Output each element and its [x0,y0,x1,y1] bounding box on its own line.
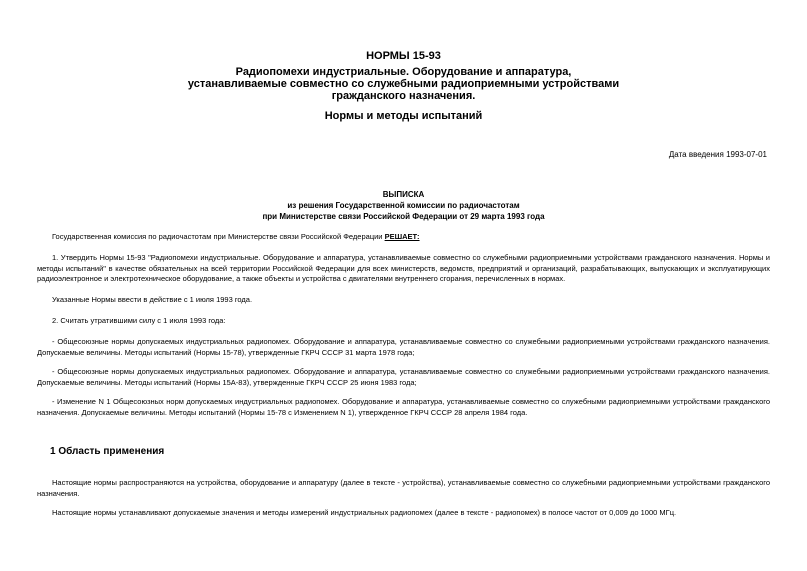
extract-line-2: при Министерстве связи Российской Федерации от 29 марта 1993 года [262,212,545,221]
document-title: НОРМЫ 15-93 [366,50,441,62]
repealed-item-1: - Общесоюзные нормы допускаемых индустриальных радиопомех. Оборудование и аппаратура, устанавливаемые совместно со служебными радиоприемными устройствами гражданского назначения. Допускаемые величины. Методы испытаний (Нормы 15-78), утвержденные ГКРЧ СССР 31 марта 1978 года; [37,337,770,357]
subtitle-line-1: Радиопомехи индустриальные. Оборудование и аппаратура, [235,66,572,78]
paragraph-1: 1. Утвердить Нормы 15-93 "Радиопомехи индустриальные. Оборудование и аппаратура, устанавливаемые совместно со служебными радиоприемными устройствами гражданского назначения. Нормы и методы испытаний" в качестве обязательных на всей территории Российской Федерации для всех министерств, ведомств, предприятий и организаций, разрабатывающих, выпускающих и эксплуатирующих радиоэлектронное и электротехническое оборудование, а также объекты и устройства с двигателями внутреннего сгорания, перечисленных в нормах. [37,253,770,283]
intro-paragraph [37,232,770,243]
extract-title: ВЫПИСКА [382,190,425,199]
decides-label: РЕШАЕТ: [384,232,420,241]
subtitle-line-3: гражданского назначения. [331,90,476,102]
section-1-paragraph-2: Настоящие нормы устанавливают допускаемые значения и методы измерений индустриальных радиопомех (далее в тексте - радиопомех) в полосе частот от 0,009 до 1000 МГц. [52,508,677,517]
document-methods-heading: Нормы и методы испытаний [324,110,483,122]
intro-text: Государственная комиссия по радиочастотам при Министерстве связи Российской Федерации [52,232,383,241]
effective-date: Дата введения 1993-07-01 [668,150,767,159]
document-subtitle [0,66,807,102]
extract-heading [0,189,807,222]
repealed-item-2: - Общесоюзные нормы допускаемых индустриальных радиопомех. Оборудование и аппаратура, устанавливаемые совместно со служебными радиоприемными устройствами гражданского назначения. Допускаемые величины. Методы испытаний (Нормы 15А-83), утвержденные ГКРЧ СССР 25 июня 1983 года; [37,367,770,387]
extract-line-1: из решения Государственной комиссии по радиочастотам [287,201,520,210]
section-1-heading: 1 Область применения [50,446,165,457]
paragraph-2: Указанные Нормы ввести в действие с 1 июля 1993 года. [52,295,253,304]
repealed-item-3: - Изменение N 1 Общесоюзных норм допускаемых индустриальных радиопомех. Оборудование и аппаратура, устанавливаемые совместно со служебными радиоприемными устройствами гражданского назначения. Допускаемые величины. Методы испытаний (Нормы 15-78 с Изменением N 1), утвержденное ГКРЧ СССР 28 апреля 1984 года. [37,397,770,417]
subtitle-line-2: устанавливаемые совместно со служебными радиоприемными устройствами [187,78,620,90]
section-1-paragraph-1: Настоящие нормы распространяются на устройства, оборудование и аппаратуру (далее в тексте - устройства), устанавливаемые совместно со служебными радиоприемными устройствами гражданского назначения. [37,478,770,498]
paragraph-3: 2. Считать утратившими силу с 1 июля 1993 года: [52,316,226,325]
